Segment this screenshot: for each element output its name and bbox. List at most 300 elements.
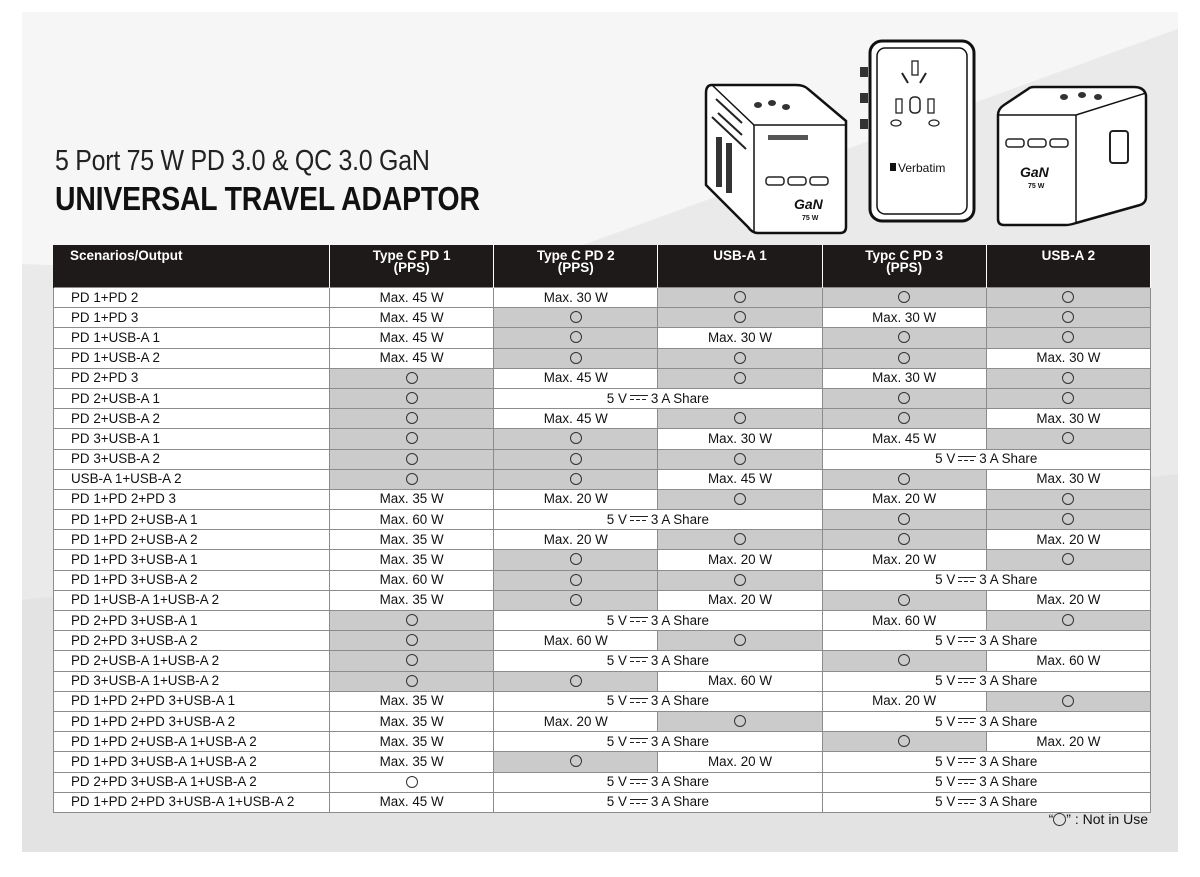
not-in-use-cell xyxy=(494,429,658,449)
scenario-cell: PD 1+PD 2+USB-A 1+USB-A 2 xyxy=(54,732,330,752)
not-in-use-circle-icon xyxy=(734,533,746,545)
not-in-use-cell xyxy=(494,469,658,489)
share-voltage: 5 V xyxy=(935,572,956,588)
not-in-use-cell xyxy=(494,590,658,610)
max-output-cell: Max. 35 W xyxy=(330,711,494,731)
max-output-cell: Max. 20 W xyxy=(822,691,986,711)
max-output-cell: Max. 60 W xyxy=(658,671,822,691)
scenario-cell: PD 1+PD 2 xyxy=(54,288,330,308)
table-row xyxy=(54,732,1151,752)
max-output-cell: Max. 30 W xyxy=(822,368,986,388)
adapter-right-image xyxy=(994,79,1154,229)
max-output-cell: Max. 20 W xyxy=(494,489,658,509)
max-output-cell: Max. 45 W xyxy=(330,792,494,812)
shared-output-cell xyxy=(822,772,1150,792)
not-in-use-cell xyxy=(822,388,986,408)
scenario-cell: PD 1+USB-A 1 xyxy=(54,328,330,348)
scenario-cell: PD 2+USB-A 1+USB-A 2 xyxy=(54,651,330,671)
not-in-use-circle-icon xyxy=(734,412,746,424)
share-voltage: 5 V xyxy=(606,612,627,628)
column-header xyxy=(494,245,658,288)
dc-symbol-icon xyxy=(630,698,648,704)
dc-symbol-icon xyxy=(958,799,976,805)
table-row xyxy=(54,449,1151,469)
max-output-cell: Max. 20 W xyxy=(986,732,1150,752)
not-in-use-circle-icon xyxy=(734,574,746,586)
not-in-use-cell xyxy=(986,611,1150,631)
scenario-cell: PD 1+PD 3+USB-A 2 xyxy=(54,570,330,590)
max-output-cell: Max. 60 W xyxy=(494,631,658,651)
share-current: 3 A Share xyxy=(650,612,709,628)
not-in-use-cell xyxy=(330,449,494,469)
shared-output-cell xyxy=(822,711,1150,731)
not-in-use-cell xyxy=(330,611,494,631)
column-header xyxy=(330,245,494,288)
not-in-use-circle-icon xyxy=(898,654,910,666)
share-current: 3 A Share xyxy=(979,673,1038,689)
max-output-cell: Max. 20 W xyxy=(494,711,658,731)
not-in-use-cell xyxy=(658,409,822,429)
max-output-cell: Max. 45 W xyxy=(330,348,494,368)
max-output-cell: Max. 35 W xyxy=(330,691,494,711)
max-output-cell: Max. 20 W xyxy=(658,752,822,772)
not-in-use-circle-icon xyxy=(570,553,582,565)
column-header xyxy=(822,245,986,288)
shared-output-cell xyxy=(494,772,822,792)
table-row xyxy=(54,510,1151,530)
not-in-use-cell xyxy=(494,308,658,328)
not-in-use-cell xyxy=(658,489,822,509)
scenario-cell: PD 3+USB-A 2 xyxy=(54,449,330,469)
dc-symbol-icon xyxy=(958,456,976,462)
not-in-use-cell xyxy=(822,469,986,489)
max-output-cell: Max. 35 W xyxy=(330,550,494,570)
not-in-use-circle-icon xyxy=(1062,695,1074,707)
scenario-cell: PD 2+PD 3 xyxy=(54,368,330,388)
dc-symbol-icon xyxy=(958,779,976,785)
share-current: 3 A Share xyxy=(650,511,709,527)
not-in-use-cell xyxy=(986,489,1150,509)
max-output-cell: Max. 20 W xyxy=(986,530,1150,550)
shared-output-cell xyxy=(494,792,822,812)
scenario-cell: PD 2+PD 3+USB-A 1+USB-A 2 xyxy=(54,772,330,792)
shared-output-cell xyxy=(494,388,822,408)
column-header-line1: Typc C PD 3 xyxy=(865,248,944,263)
not-in-use-circle-icon xyxy=(570,574,582,586)
not-in-use-circle-icon xyxy=(570,675,582,687)
column-header xyxy=(658,245,822,288)
not-in-use-cell xyxy=(330,409,494,429)
legend-open-quote: “ xyxy=(1048,811,1054,827)
not-in-use-circle-icon xyxy=(898,473,910,485)
max-output-cell: Max. 30 W xyxy=(986,469,1150,489)
table-row xyxy=(54,368,1151,388)
table-row xyxy=(54,792,1151,812)
not-in-use-cell xyxy=(494,449,658,469)
dc-symbol-icon xyxy=(630,395,648,401)
not-in-use-cell xyxy=(822,510,986,530)
share-current: 3 A Share xyxy=(650,774,709,790)
share-voltage: 5 V xyxy=(935,753,956,769)
not-in-use-circle-icon xyxy=(406,412,418,424)
share-voltage: 5 V xyxy=(606,390,627,406)
share-current: 3 A Share xyxy=(650,794,709,810)
scenario-cell: PD 1+PD 2+PD 3+USB-A 1+USB-A 2 xyxy=(54,792,330,812)
not-in-use-cell xyxy=(494,348,658,368)
gan-badge-right: GaN xyxy=(1020,164,1049,180)
shared-output-cell xyxy=(822,792,1150,812)
share-voltage: 5 V xyxy=(935,451,956,467)
table-row xyxy=(54,772,1151,792)
not-in-use-circle-icon xyxy=(406,614,418,626)
share-current: 3 A Share xyxy=(650,693,709,709)
max-output-cell: Max. 30 W xyxy=(658,328,822,348)
not-in-use-cell xyxy=(986,288,1150,308)
max-output-cell: Max. 30 W xyxy=(494,288,658,308)
legend-circle-icon xyxy=(1053,813,1066,826)
wattage-badge-right: 75 W xyxy=(1028,183,1045,190)
table-row xyxy=(54,409,1151,429)
column-header-line2: (PPS) xyxy=(393,260,430,275)
not-in-use-circle-icon xyxy=(734,311,746,323)
scenario-cell: PD 1+PD 2+USB-A 1 xyxy=(54,510,330,530)
max-output-cell: Max. 35 W xyxy=(330,732,494,752)
scenario-cell: PD 2+USB-A 2 xyxy=(54,409,330,429)
wattage-badge-left: 75 W xyxy=(802,215,819,222)
share-voltage: 5 V xyxy=(606,733,627,749)
not-in-use-cell xyxy=(822,530,986,550)
max-output-cell: Max. 60 W xyxy=(822,611,986,631)
column-header-line1: USB-A 2 xyxy=(1041,248,1096,263)
not-in-use-circle-icon xyxy=(898,412,910,424)
max-output-cell: Max. 30 W xyxy=(986,348,1150,368)
max-output-cell: Max. 45 W xyxy=(494,368,658,388)
max-output-cell: Max. 20 W xyxy=(822,489,986,509)
shared-output-cell xyxy=(822,449,1150,469)
not-in-use-circle-icon xyxy=(570,432,582,444)
share-current: 3 A Share xyxy=(650,733,709,749)
share-current: 3 A Share xyxy=(979,774,1038,790)
not-in-use-cell xyxy=(986,388,1150,408)
not-in-use-circle-icon xyxy=(1062,614,1074,626)
not-in-use-cell xyxy=(658,288,822,308)
not-in-use-cell xyxy=(658,308,822,328)
share-voltage: 5 V xyxy=(606,652,627,668)
table-row xyxy=(54,651,1151,671)
not-in-use-circle-icon xyxy=(734,291,746,303)
not-in-use-circle-icon xyxy=(1062,392,1074,404)
not-in-use-circle-icon xyxy=(406,432,418,444)
scenario-cell: PD 1+PD 2+PD 3+USB-A 2 xyxy=(54,711,330,731)
table-row xyxy=(54,308,1151,328)
scenario-cell: USB-A 1+USB-A 2 xyxy=(54,469,330,489)
column-header-line2: (PPS) xyxy=(886,260,923,275)
table-row xyxy=(54,288,1151,308)
table-row xyxy=(54,711,1151,731)
dc-symbol-icon xyxy=(958,718,976,724)
not-in-use-circle-icon xyxy=(406,654,418,666)
table-row xyxy=(54,388,1151,408)
shared-output-cell xyxy=(822,671,1150,691)
brand-label-center: Verbatim xyxy=(898,161,946,175)
share-current: 3 A Share xyxy=(979,753,1038,769)
scenario-cell: PD 3+USB-A 1 xyxy=(54,429,330,449)
not-in-use-cell xyxy=(658,348,822,368)
power-distribution-table xyxy=(53,245,1151,813)
gan-badge-left: GaN xyxy=(794,196,823,212)
not-in-use-cell xyxy=(494,752,658,772)
adapter-left-image xyxy=(698,77,850,237)
not-in-use-cell xyxy=(330,651,494,671)
scenario-cell: PD 1+PD 3+USB-A 1+USB-A 2 xyxy=(54,752,330,772)
not-in-use-cell xyxy=(658,368,822,388)
dc-symbol-icon xyxy=(630,779,648,785)
product-images xyxy=(690,35,1160,235)
scenario-cell: PD 1+PD 2+USB-A 2 xyxy=(54,530,330,550)
max-output-cell: Max. 20 W xyxy=(986,590,1150,610)
max-output-cell: Max. 35 W xyxy=(330,752,494,772)
not-in-use-cell xyxy=(658,449,822,469)
share-voltage: 5 V xyxy=(935,774,956,790)
not-in-use-cell xyxy=(986,328,1150,348)
scenario-cell: PD 2+PD 3+USB-A 1 xyxy=(54,611,330,631)
max-output-cell: Max. 45 W xyxy=(330,328,494,348)
scenario-cell: PD 2+USB-A 1 xyxy=(54,388,330,408)
share-voltage: 5 V xyxy=(606,794,627,810)
table-row xyxy=(54,590,1151,610)
not-in-use-cell xyxy=(822,732,986,752)
not-in-use-cell xyxy=(658,570,822,590)
share-voltage: 5 V xyxy=(935,713,956,729)
not-in-use-circle-icon xyxy=(898,533,910,545)
legend xyxy=(1049,811,1148,827)
max-output-cell: Max. 30 W xyxy=(822,308,986,328)
adapter-center-image xyxy=(854,37,980,227)
not-in-use-circle-icon xyxy=(570,311,582,323)
dc-symbol-icon xyxy=(630,738,648,744)
not-in-use-circle-icon xyxy=(734,453,746,465)
max-output-cell: Max. 60 W xyxy=(986,651,1150,671)
not-in-use-circle-icon xyxy=(1062,513,1074,525)
not-in-use-cell xyxy=(330,772,494,792)
share-current: 3 A Share xyxy=(650,390,709,406)
max-output-cell: Max. 20 W xyxy=(658,590,822,610)
not-in-use-circle-icon xyxy=(570,755,582,767)
table-row xyxy=(54,469,1151,489)
not-in-use-circle-icon xyxy=(734,715,746,727)
dc-symbol-icon xyxy=(958,577,976,583)
max-output-cell: Max. 30 W xyxy=(986,409,1150,429)
column-header-line1: Scenarios/Output xyxy=(70,248,183,263)
not-in-use-cell xyxy=(658,631,822,651)
not-in-use-cell xyxy=(822,651,986,671)
table-row xyxy=(54,550,1151,570)
not-in-use-circle-icon xyxy=(570,331,582,343)
not-in-use-cell xyxy=(986,368,1150,388)
not-in-use-circle-icon xyxy=(570,453,582,465)
not-in-use-circle-icon xyxy=(898,352,910,364)
share-voltage: 5 V xyxy=(935,632,956,648)
not-in-use-circle-icon xyxy=(734,634,746,646)
not-in-use-cell xyxy=(494,550,658,570)
dc-symbol-icon xyxy=(630,657,648,663)
not-in-use-circle-icon xyxy=(898,291,910,303)
not-in-use-cell xyxy=(330,469,494,489)
max-output-cell: Max. 45 W xyxy=(658,469,822,489)
max-output-cell: Max. 35 W xyxy=(330,530,494,550)
not-in-use-cell xyxy=(494,328,658,348)
table-row xyxy=(54,530,1151,550)
column-header-line1: Type C PD 2 xyxy=(536,248,615,263)
table-row xyxy=(54,691,1151,711)
share-voltage: 5 V xyxy=(935,673,956,689)
column-header-line1: Type C PD 1 xyxy=(372,248,451,263)
scenario-cell: PD 3+USB-A 1+USB-A 2 xyxy=(54,671,330,691)
not-in-use-cell xyxy=(494,570,658,590)
table-row xyxy=(54,328,1151,348)
not-in-use-circle-icon xyxy=(406,372,418,384)
not-in-use-cell xyxy=(986,510,1150,530)
max-output-cell: Max. 45 W xyxy=(330,288,494,308)
shared-output-cell xyxy=(494,732,822,752)
not-in-use-circle-icon xyxy=(1062,553,1074,565)
table-row xyxy=(54,671,1151,691)
shared-output-cell xyxy=(822,570,1150,590)
not-in-use-circle-icon xyxy=(406,776,418,788)
scenario-cell: PD 1+PD 3 xyxy=(54,308,330,328)
not-in-use-circle-icon xyxy=(734,493,746,505)
max-output-cell: Max. 60 W xyxy=(330,510,494,530)
table-row xyxy=(54,570,1151,590)
share-current: 3 A Share xyxy=(979,794,1038,810)
column-header-line2: (PPS) xyxy=(557,260,594,275)
title-main: UNIVERSAL TRAVEL ADAPTOR xyxy=(55,180,480,217)
max-output-cell: Max. 20 W xyxy=(494,530,658,550)
dc-symbol-icon xyxy=(958,678,976,684)
max-output-cell: Max. 45 W xyxy=(822,429,986,449)
not-in-use-circle-icon xyxy=(570,352,582,364)
column-header xyxy=(986,245,1150,288)
table-row xyxy=(54,489,1151,509)
not-in-use-cell xyxy=(330,368,494,388)
scenario-cell: PD 2+PD 3+USB-A 2 xyxy=(54,631,330,651)
share-current: 3 A Share xyxy=(979,713,1038,729)
scenario-cell: PD 1+PD 2+PD 3+USB-A 1 xyxy=(54,691,330,711)
not-in-use-circle-icon xyxy=(1062,493,1074,505)
share-voltage: 5 V xyxy=(606,511,627,527)
not-in-use-cell xyxy=(986,429,1150,449)
not-in-use-circle-icon xyxy=(1062,331,1074,343)
not-in-use-cell xyxy=(822,409,986,429)
not-in-use-circle-icon xyxy=(898,513,910,525)
table-header xyxy=(54,245,1151,288)
not-in-use-circle-icon xyxy=(734,372,746,384)
share-voltage: 5 V xyxy=(606,774,627,790)
not-in-use-cell xyxy=(658,530,822,550)
header-row xyxy=(54,245,1151,288)
not-in-use-cell xyxy=(822,590,986,610)
dc-symbol-icon xyxy=(630,516,648,522)
shared-output-cell xyxy=(494,691,822,711)
table-row xyxy=(54,631,1151,651)
max-output-cell: Max. 60 W xyxy=(330,570,494,590)
not-in-use-cell xyxy=(494,671,658,691)
not-in-use-circle-icon xyxy=(1062,311,1074,323)
not-in-use-circle-icon xyxy=(406,675,418,687)
share-current: 3 A Share xyxy=(979,572,1038,588)
not-in-use-circle-icon xyxy=(570,473,582,485)
not-in-use-cell xyxy=(330,388,494,408)
max-output-cell: Max. 45 W xyxy=(330,308,494,328)
max-output-cell: Max. 30 W xyxy=(658,429,822,449)
share-current: 3 A Share xyxy=(979,632,1038,648)
not-in-use-cell xyxy=(330,671,494,691)
shared-output-cell xyxy=(822,752,1150,772)
not-in-use-cell xyxy=(822,328,986,348)
max-output-cell: Max. 45 W xyxy=(494,409,658,429)
not-in-use-circle-icon xyxy=(898,331,910,343)
not-in-use-cell xyxy=(986,550,1150,570)
scenario-cell: PD 1+PD 3+USB-A 1 xyxy=(54,550,330,570)
legend-label: Not in Use xyxy=(1082,811,1148,827)
scenario-cell: PD 1+USB-A 2 xyxy=(54,348,330,368)
share-voltage: 5 V xyxy=(935,794,956,810)
not-in-use-circle-icon xyxy=(734,352,746,364)
not-in-use-circle-icon xyxy=(898,735,910,747)
max-output-cell: Max. 20 W xyxy=(822,550,986,570)
shared-output-cell xyxy=(494,611,822,631)
share-current: 3 A Share xyxy=(650,652,709,668)
not-in-use-circle-icon xyxy=(898,392,910,404)
max-output-cell: Max. 35 W xyxy=(330,489,494,509)
not-in-use-cell xyxy=(822,348,986,368)
not-in-use-cell xyxy=(822,288,986,308)
not-in-use-circle-icon xyxy=(1062,432,1074,444)
not-in-use-circle-icon xyxy=(898,594,910,606)
column-header-line1: USB-A 1 xyxy=(713,248,767,263)
dc-symbol-icon xyxy=(958,758,976,764)
not-in-use-circle-icon xyxy=(1062,291,1074,303)
not-in-use-cell xyxy=(330,631,494,651)
not-in-use-cell xyxy=(986,691,1150,711)
not-in-use-circle-icon xyxy=(406,392,418,404)
table-row xyxy=(54,611,1151,631)
share-current: 3 A Share xyxy=(979,451,1038,467)
shared-output-cell xyxy=(494,651,822,671)
scenario-cell: PD 1+USB-A 1+USB-A 2 xyxy=(54,590,330,610)
not-in-use-cell xyxy=(986,308,1150,328)
legend-separator: : xyxy=(1074,811,1079,827)
not-in-use-circle-icon xyxy=(570,594,582,606)
shared-output-cell xyxy=(494,510,822,530)
shared-output-cell xyxy=(822,631,1150,651)
table-row xyxy=(54,429,1151,449)
column-header xyxy=(54,245,330,288)
share-voltage: 5 V xyxy=(606,693,627,709)
max-output-cell: Max. 35 W xyxy=(330,590,494,610)
legend-close-quote: ” xyxy=(1066,811,1071,827)
dc-symbol-icon xyxy=(630,617,648,623)
not-in-use-cell xyxy=(330,429,494,449)
max-output-cell: Max. 20 W xyxy=(658,550,822,570)
not-in-use-circle-icon xyxy=(406,634,418,646)
dc-symbol-icon xyxy=(958,637,976,643)
not-in-use-circle-icon xyxy=(406,453,418,465)
table-row xyxy=(54,752,1151,772)
dc-symbol-icon xyxy=(630,799,648,805)
not-in-use-circle-icon xyxy=(1062,372,1074,384)
scenario-cell: PD 1+PD 2+PD 3 xyxy=(54,489,330,509)
